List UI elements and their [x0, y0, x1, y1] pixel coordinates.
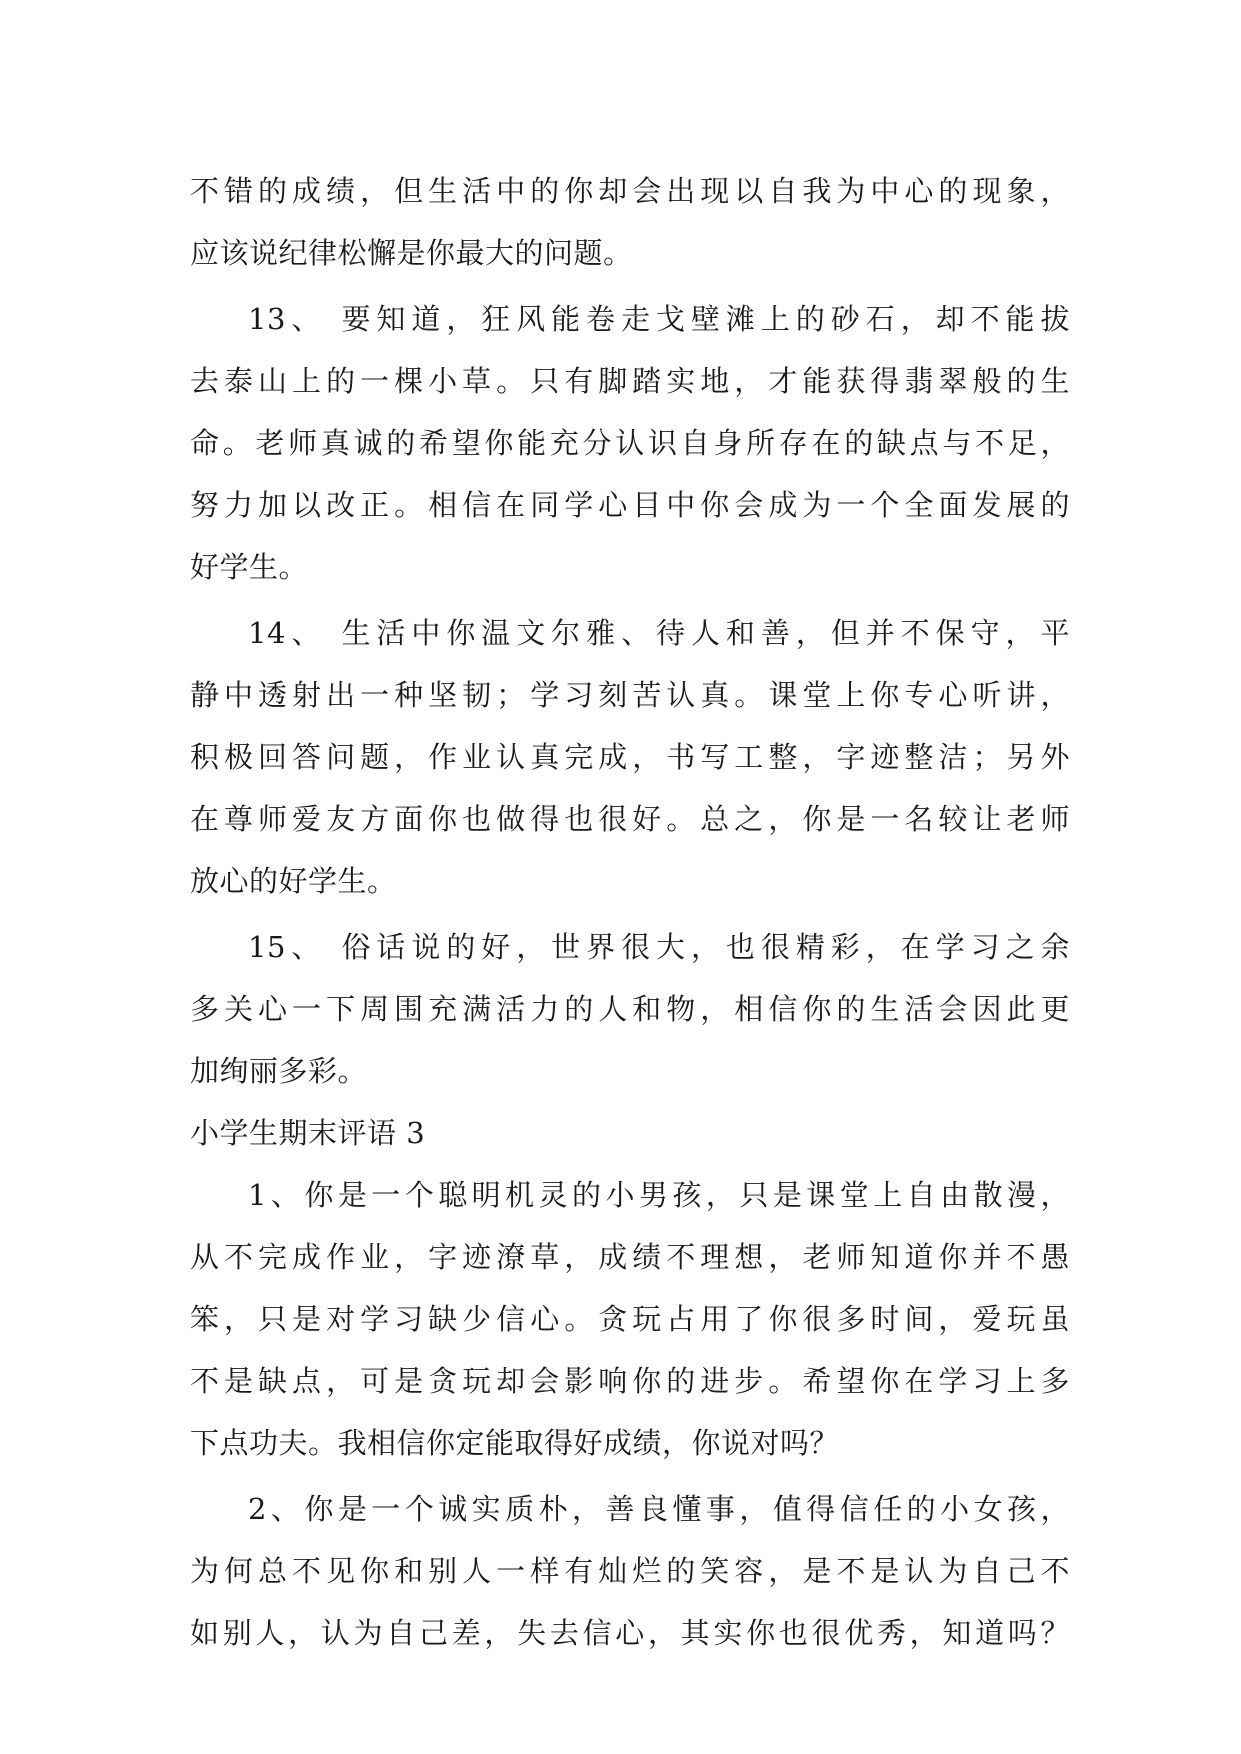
text-line: 如别人，认为自己差，失去信心，其实你也很优秀，知道吗？ [190, 1616, 1070, 1650]
text-line: 放心的好学生。 [190, 864, 397, 898]
text-line: 2、你是一个诚实质朴，善良懂事，值得信任的小女孩， [248, 1492, 1070, 1526]
text-line: 加绚丽多彩。 [190, 1054, 368, 1088]
section-3-paragraph-2 [190, 1478, 1070, 1664]
text-line: 笨，只是对学习缺少信心。贪玩占用了你很多时间，爱玩虽 [190, 1302, 1070, 1336]
paragraph-13 [190, 288, 1070, 598]
text-line: 去泰山上的一棵小草。只有脚踏实地，才能获得翡翠般的生 [190, 364, 1070, 398]
section-heading: 小学生期末评语 3 [190, 1116, 426, 1150]
text-line: 不是缺点，可是贪玩却会影响你的进步。希望你在学习上多 [190, 1364, 1070, 1398]
paragraph-15 [190, 916, 1070, 1102]
text-line: 14、 生活中你温文尔雅、待人和善，但并不保守，平 [248, 616, 1070, 650]
document-body [190, 160, 1070, 1664]
text-line: 努力加以改正。相信在同学心目中你会成为一个全面发展的 [190, 488, 1070, 522]
text-line: 1、你是一个聪明机灵的小男孩，只是课堂上自由散漫， [248, 1178, 1070, 1212]
text-line: 13、 要知道，狂风能卷走戈壁滩上的砂石，却不能拔 [248, 302, 1070, 336]
section-3-paragraph-1 [190, 1164, 1070, 1474]
text-line: 应该说纪律松懈是你最大的问题。 [190, 236, 633, 270]
text-line: 在尊师爱友方面你也做得也很好。总之，你是一名较让老师 [190, 802, 1070, 836]
text-line: 15、 俗话说的好，世界很大，也很精彩，在学习之余 [248, 930, 1070, 964]
text-line: 多关心一下周围充满活力的人和物，相信你的生活会因此更 [190, 992, 1070, 1026]
text-line: 下点功夫。我相信你定能取得好成绩，你说对吗？ [190, 1426, 840, 1460]
text-line: 命。老师真诚的希望你能充分认识自身所存在的缺点与不足， [190, 426, 1070, 460]
text-line: 好学生。 [190, 550, 309, 584]
paragraph-12-continuation [190, 160, 1070, 284]
text-line: 积极回答问题，作业认真完成，书写工整，字迹整洁；另外 [190, 740, 1070, 774]
text-line: 不错的成绩，但生活中的你却会出现以自我为中心的现象， [190, 174, 1070, 208]
paragraph-14 [190, 602, 1070, 912]
text-line: 从不完成作业，字迹潦草，成绩不理想，老师知道你并不愚 [190, 1240, 1070, 1274]
text-line: 为何总不见你和别人一样有灿烂的笑容，是不是认为自己不 [190, 1554, 1070, 1588]
text-line: 静中透射出一种坚韧；学习刻苦认真。课堂上你专心听讲， [190, 678, 1070, 712]
